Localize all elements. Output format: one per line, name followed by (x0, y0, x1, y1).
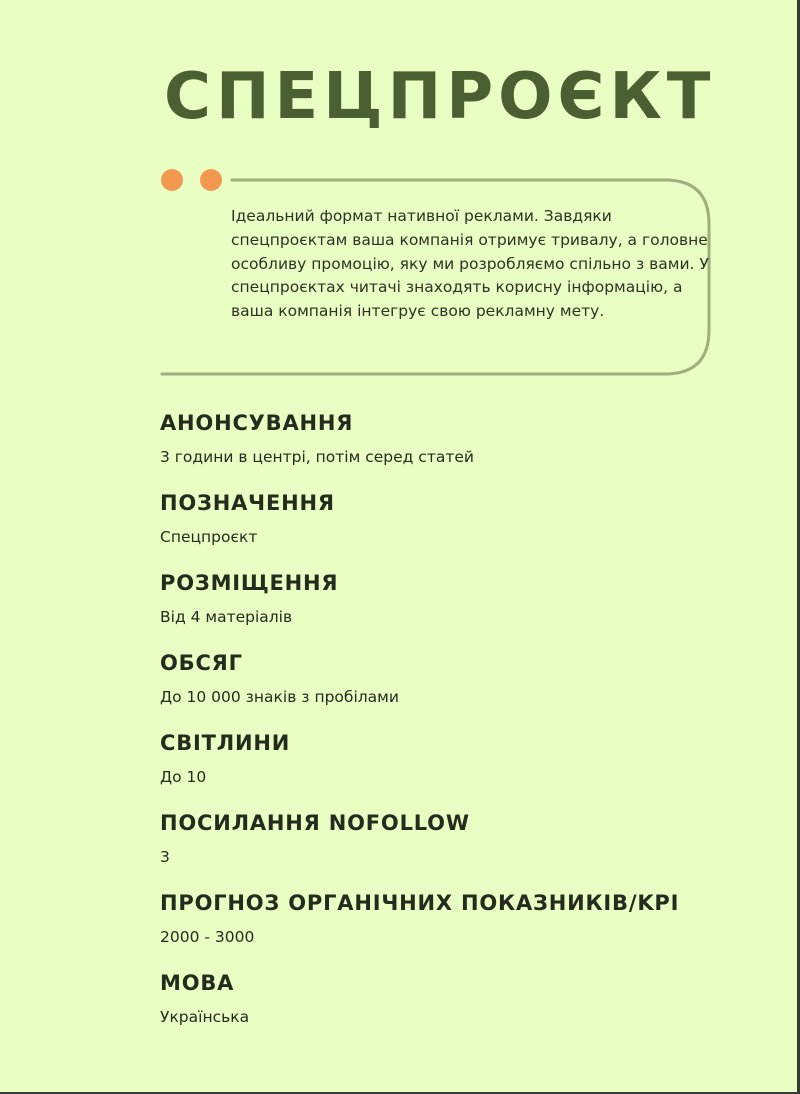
spec-item-kpi-forecast (160, 885, 760, 965)
spec-label: ПОЗНАЧЕННЯ (160, 491, 335, 515)
page-title: СПЕЦПРОЄКТ (164, 60, 716, 134)
spec-label: ОБСЯГ (160, 651, 243, 675)
spec-item-nofollow-links (160, 805, 760, 885)
spec-label: РОЗМІЩЕННЯ (160, 571, 339, 595)
spec-label: СВІТЛИНИ (160, 731, 291, 755)
spec-value: Спецпроєкт (160, 528, 258, 546)
spec-item-volume (160, 645, 760, 725)
spec-label: ПОСИЛАННЯ NOFOLLOW (160, 811, 470, 835)
spec-item-photos (160, 725, 760, 805)
spec-item-language (160, 965, 760, 1045)
intro-text: Ідеальний формат нативної реклами. Завдяки спецпроєктам ваша компанія отримує тривалу, а головне особливу промоцію, яку ми розробляємо спільно з вами. У спецпроєктах читачі знаходять корисну інформацію, а ваша компанія інтегрує свою рекламну мету. (231, 207, 709, 321)
spec-value: До 10 (160, 768, 207, 786)
spec-item-announcement (160, 405, 760, 485)
spec-label: МОВА (160, 971, 235, 995)
spec-value: 2000 - 3000 (160, 928, 255, 946)
spec-item-marking (160, 485, 760, 565)
spec-list (160, 405, 760, 1045)
spec-label: ПРОГНОЗ ОРГАНІЧНИХ ПОКАЗНИКІВ/KPI (160, 891, 680, 915)
spec-item-placement (160, 565, 760, 645)
spec-label: АНОНСУВАННЯ (160, 411, 354, 435)
intro-frame (0, 0, 797, 400)
spec-value: 3 години в центрі, потім серед статей (160, 448, 474, 466)
spec-value: Від 4 матеріалів (160, 608, 293, 626)
spec-value: До 10 000 знаків з пробілами (160, 688, 399, 706)
spec-value: Українська (160, 1008, 250, 1026)
spec-value: 3 (160, 848, 170, 866)
